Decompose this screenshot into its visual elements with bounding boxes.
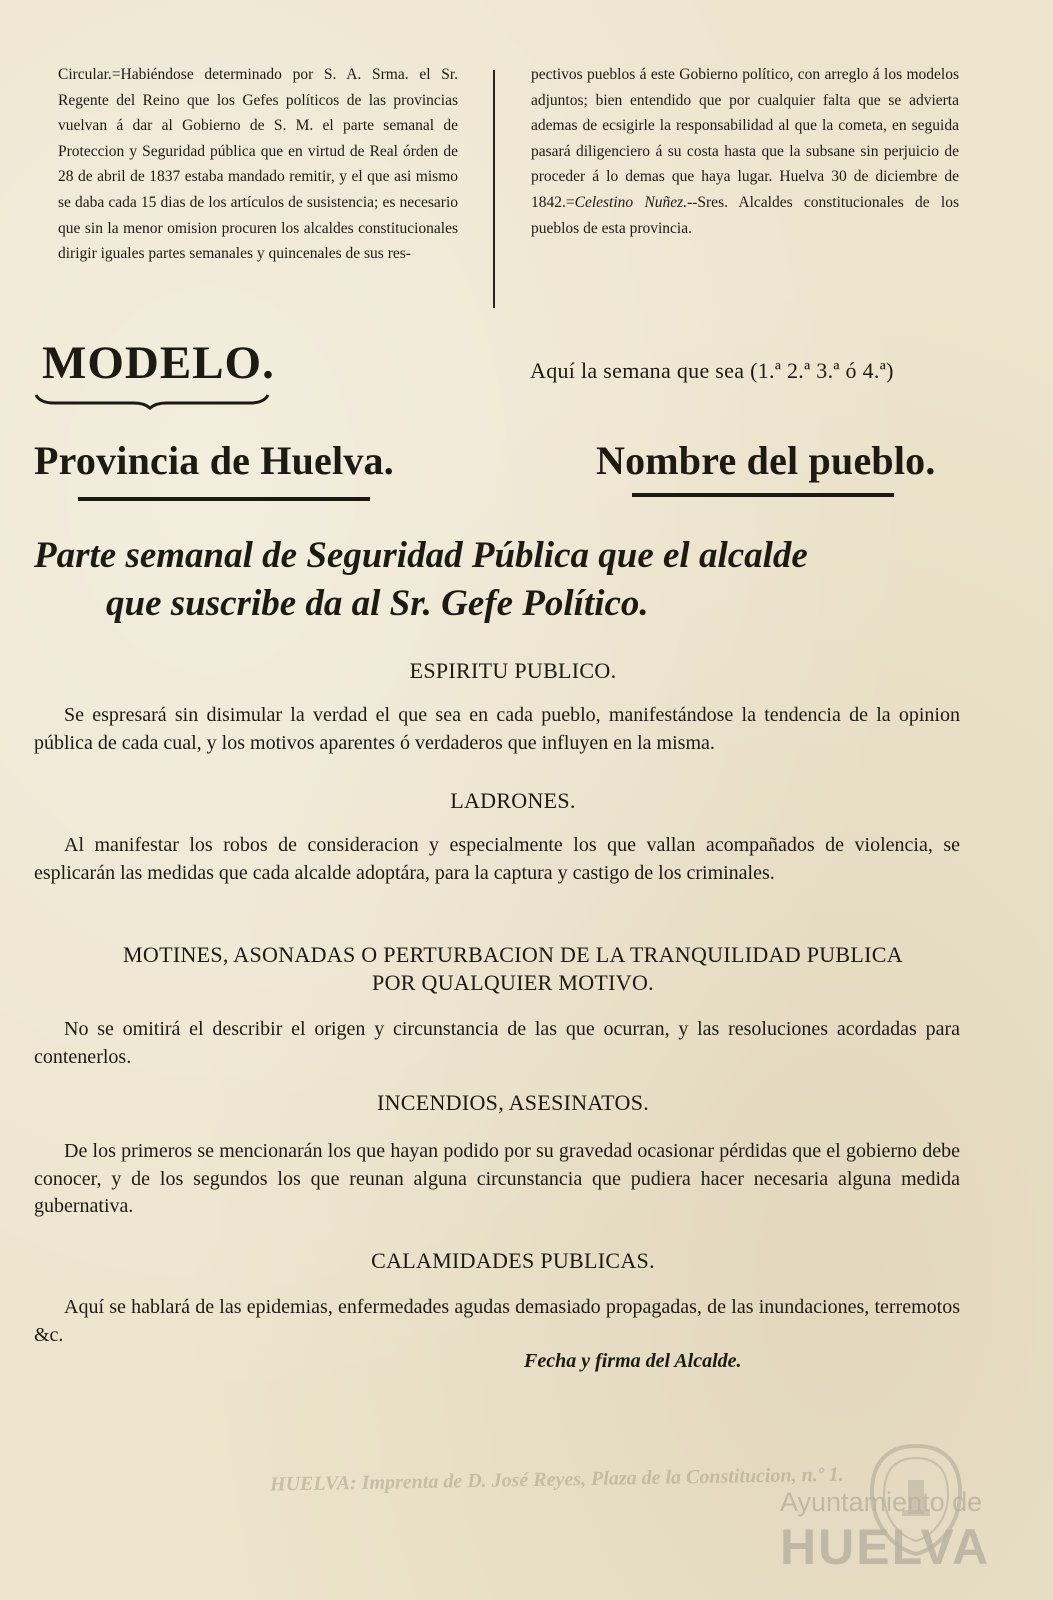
report-title-line-1: Parte semanal de Seguridad Pública que el alcalde (34, 535, 808, 576)
circular-right-column (531, 62, 959, 241)
model-label: MODELO. (42, 337, 275, 389)
section-heading-ladrones: LADRONES. (450, 788, 576, 813)
town-underline (632, 493, 894, 497)
circular-right-text-end: --Sres. Alcaldes constitucionales de los pueblos de esta provincia. (531, 193, 959, 237)
section-text-espiritu: Se espresará sin disimular la verdad el que sea en cada pueblo, manifestándose la tendencia de la opinion pública de cada cual, y los motivos aparentes ó verdaderos que influyen en la misma. (34, 704, 960, 754)
section-text-incendios: De los primeros se mencionarán los que hayan podido por su gravedad ocasionar pérdidas que el gobierno debe conocer, y de los segundos los que reunan alguna circunstancia que pudiera hacer necesaria alguna medida gubernativa. (34, 1140, 960, 1217)
printer-imprint: HUELVA: Imprenta de D. José Reyes, Plaza de la Constitucion, n.º 1. (269, 1463, 844, 1496)
province-underline (78, 497, 370, 501)
report-title-line-2: que suscribe da al Sr. Gefe Político. (106, 583, 649, 624)
town-heading: Nombre del pueblo. (596, 438, 936, 483)
watermark-line-2: HUELVA (780, 1519, 991, 1575)
week-note: Aquí la semana que sea (1.ª 2.ª 3.ª ó 4.ª) (530, 358, 894, 383)
report-title (34, 532, 1024, 628)
section-heading-incendios: INCENDIOS, ASESINATOS. (376, 1090, 650, 1115)
section-heading-espiritu: ESPIRITU PUBLICO. (409, 658, 617, 683)
section-text-ladrones: Al manifestar los robos de consideracion y especialmente los que vallan acompañados de violencia, se esplicarán las medidas que cada alcalde adoptára, para la captura y castigo de los criminales. (34, 834, 960, 884)
section-text-motines: No se omitirá el describir el origen y circunstancia de las que ocurran, y las resoluciones acordadas para contenerlos. (34, 1018, 960, 1068)
section-heading-motines: MOTINES, ASONADAS O PERTURBACION DE LA TRANQUILIDAD PUBLICA (123, 942, 903, 967)
section-heading-motines-2: POR QUALQUIER MOTIVO. (372, 970, 654, 995)
section-heading-calamidades: CALAMIDADES PUBLICAS. (371, 1248, 655, 1273)
watermark-line-1: Ayuntamiento de (780, 1487, 983, 1517)
circular-left-column (58, 62, 458, 267)
circular-left-text: Circular.=Habiéndose determinado por S. A. Srma. el Sr. Regente del Reino que los Gefes políticos de las provincias vuelvan á dar al Gobierno de S. M. el parte semanal de Proteccion y Seguridad pública que en virtud de Real órden de 28 de abril de 1837 estaba mandado remitir, y el que asi mismo se daba cada 15 dias de los artículos de susistencia; es necesario que sin la menor omision procuren los alcaldes constitucionales dirigir iguales partes semanales y quincenales de sus res- (58, 66, 458, 263)
section-text-calamidades: Aquí se hablará de las epidemias, enfermedades agudas demasiado propagadas, de las inundaciones, terremotos &c. (34, 1296, 960, 1346)
column-divider (493, 70, 495, 308)
circular-right-text: pectivos pueblos á este Gobierno político, con arreglo á los modelos adjuntos; bien entendido que por cualquier falta que se advierta ademas de ecsigirle la responsabilidad al que la cometa, en seguida pasará diligenciero á su costa hasta que la subsane sin perjuicio de proceder á lo demas que haya lugar. Huelva 30 de diciembre de 1842.= (531, 66, 959, 211)
province-heading: Provincia de Huelva. (34, 438, 394, 483)
circular-signer: Celestino Nuñez. (574, 193, 688, 211)
signature-line: Fecha y firma del Alcalde. (524, 1350, 742, 1372)
flourish-ornament-icon (34, 392, 270, 410)
